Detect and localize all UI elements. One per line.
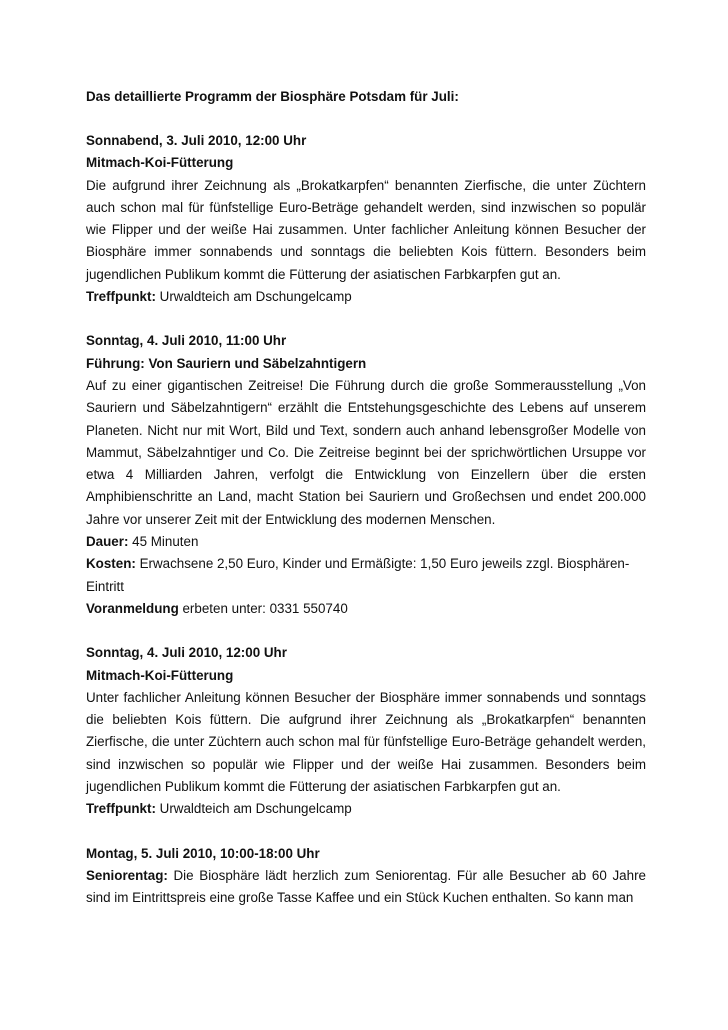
- event-koi-feeding-sunday: [86, 642, 646, 820]
- event-description: Unter fachlicher Anleitung können Besucher der Biosphäre immer sonnabends und sonntags die beliebten Kois füttern. Die aufgrund ihrer Zeichnung als „Brokatkarpfen“ benannten Zierfische, die unter Züchtern auch schon mal für fünfstellige Euro-Beträge gehandelt werden, sind inzwischen so populär wie Flipper und der weiße Hai zusammen. Besonders beim jugendlichen Publikum kommt die Fütterung der asiatischen Farbkarpfen gut an.: [86, 689, 646, 795]
- event-koi-feeding-saturday: [86, 130, 646, 308]
- event-registration: [86, 598, 646, 620]
- event-date: Sonntag, 4. Juli 2010, 12:00 Uhr: [86, 645, 287, 661]
- cost-label: Kosten:: [86, 556, 136, 572]
- meeting-point-value: Urwaldteich am Dschungelcamp: [159, 289, 352, 305]
- event-cost: [86, 553, 646, 598]
- meeting-point-label: Treffpunkt:: [86, 289, 156, 305]
- event-meeting-point: [86, 798, 646, 820]
- event-description: Die Biosphäre lädt herzlich zum Seniorentag. Für alle Besucher ab 60 Jahre sind im Eintrittspreis eine große Tasse Kaffee und ein Stück Kuchen enthalten. So kann man: [86, 867, 646, 906]
- event-date: Sonnabend, 3. Juli 2010, 12:00 Uhr: [86, 133, 307, 148]
- event-description: Die aufgrund ihrer Zeichnung als „Brokatkarpfen“ benannten Zierfische, die unter Züchtern auch schon mal für fünfstellige Euro-Beträge gehandelt werden, sind inzwischen so populär wie Flipper und der weiße Hai zusammen. Unter fachlicher Anleitung können Besucher der Biosphäre immer sonnabends und sonntags die beliebten Kois füttern. Besonders beim jugendlichen Publikum kommt die Fütterung der asiatischen Farbkarpfen gut an.: [86, 177, 646, 282]
- event-duration: [86, 531, 646, 553]
- cost-value: Erwachsene 2,50 Euro, Kinder und Ermäßigte: 1,50 Euro jeweils zzgl. Biosphären-Eintritt: [86, 556, 630, 594]
- meeting-point-value: Urwaldteich am Dschungelcamp: [159, 801, 352, 817]
- event-meeting-point: [86, 286, 646, 308]
- event-name: Seniorentag:: [86, 867, 168, 883]
- event-name: Mitmach-Koi-Fütterung: [86, 667, 234, 683]
- registration-label: Voranmeldung: [86, 600, 179, 616]
- duration-value: 45 Minuten: [132, 534, 199, 550]
- event-name: Mitmach-Koi-Fütterung: [86, 155, 234, 171]
- event-date: Montag, 5. Juli 2010, 10:00-18:00 Uhr: [86, 845, 320, 861]
- event-name: Führung: Von Sauriern und Säbelzahntigern: [86, 355, 367, 371]
- event-senior-day: [86, 843, 646, 910]
- event-description-with-lead: [86, 865, 646, 910]
- event-description: Auf zu einer gigantischen Zeitreise! Die Führung durch die große Sommerausstellung „Von Sauriern und Säbelzahntigern“ erzählt die Entstehungsgeschichte des Lebens auf unserem Planeten. Nicht nur mit Wort, Bild und Text, sondern auch anhand lebensgroßer Modelle von Mammut, Säbelzahntiger und Co. Die Zeitreise beginnt bei der sprichwörtlichen Ursuppe vor etwa 4 Milliarden Jahren, verfolgt die Entwicklung von Einzellern über die ersten Amphibienschritte an Land, macht Station bei Sauriern und Großechsen und endet 200.000 Jahre vor unserer Zeit mit der Entwicklung des modernen Menschen.: [86, 377, 646, 527]
- registration-value: erbeten unter: 0331 550740: [182, 600, 348, 616]
- document-page: [86, 86, 646, 932]
- event-date: Sonntag, 4. Juli 2010, 11:00 Uhr: [86, 333, 287, 349]
- duration-label: Dauer:: [86, 534, 129, 550]
- document-title: Das detaillierte Programm der Biosphäre Potsdam für Juli:: [86, 89, 459, 104]
- meeting-point-label: Treffpunkt:: [86, 801, 156, 817]
- event-guided-tour-dinosaurs: [86, 330, 646, 620]
